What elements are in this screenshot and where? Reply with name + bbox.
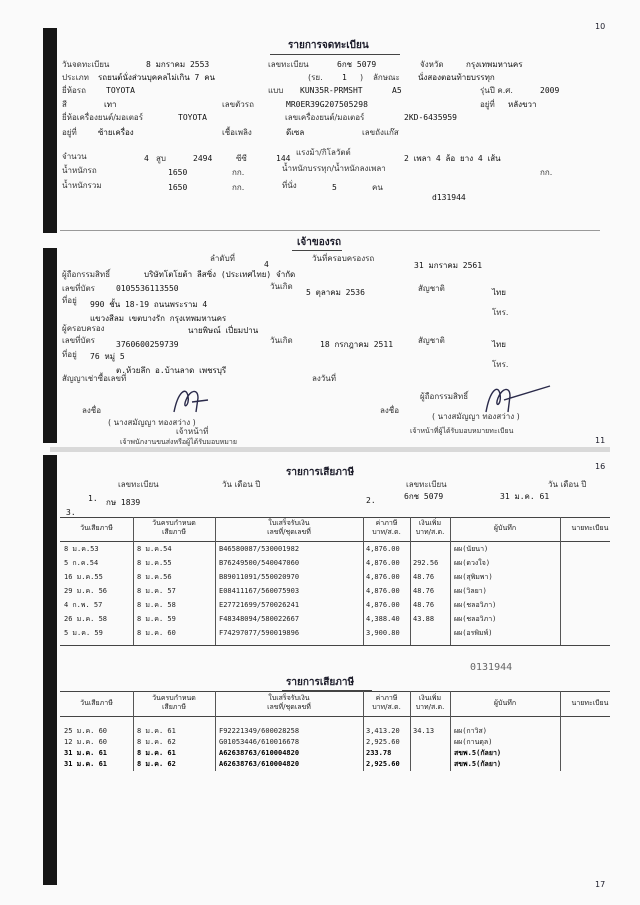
officer-title: เจ้าหน้าที่ xyxy=(176,427,209,436)
holder-addr2: แขวงสีลม เขตบางรัก กรุงเทพมหานคร xyxy=(90,314,227,323)
tax2-row-3-tax-amount: 233.78 xyxy=(366,749,392,757)
engine-brand-label: ยี่ห้อเครื่องยนต์/มอเตอร์ xyxy=(62,113,144,122)
type-label: ประเภท xyxy=(62,73,89,82)
tax1-row-3-receipt-no: B89011091/550020970 xyxy=(219,573,300,581)
tax1-row-3-due-date: 8 ม.ค.56 xyxy=(137,573,172,581)
tax1-row-2-tax-amount: 4,876.00 xyxy=(366,559,400,567)
tax1-row-3-tax-amount: 4,876.00 xyxy=(366,573,400,581)
tax2-header-paid: วันเสียภาษี xyxy=(80,699,113,707)
tax1-row-1-receipt-no: B46580087/530001982 xyxy=(219,545,300,553)
holder-id-label: เลขที่บัตร xyxy=(62,284,95,293)
reg-date: 8 มกราคม 2553 xyxy=(146,60,210,69)
tax2-title: รายการเสียภาษี xyxy=(286,677,355,688)
tax1-row3-no: 3. xyxy=(66,508,76,517)
tax2-row-1-due-date: 8 ม.ค. 61 xyxy=(137,727,176,735)
tax2-row-1-tax-amount: 3,413.20 xyxy=(366,727,400,735)
section-separator xyxy=(60,230,600,231)
engine-pos-label: อยู่ที่ xyxy=(62,128,77,137)
model-label: แบบ xyxy=(268,86,284,95)
engine-no-label: เลขเครื่องยนต์/มอเตอร์ xyxy=(285,113,365,122)
tax1-row-5-extra-amount: 48.76 xyxy=(413,601,435,609)
weight-label: น้ำหนักรถ xyxy=(62,166,97,175)
occupant-id-label: เลขที่บัตร xyxy=(62,336,95,345)
fuel: ดีเซล xyxy=(286,128,305,137)
tax2-row-4-receipt-no: A62638763/610004820 xyxy=(219,760,300,768)
owner-title: เจ้าของรถ xyxy=(297,237,342,248)
tax2-row-4-paid-date: 31 ม.ค. 61 xyxy=(64,760,108,768)
tax1-row-6-paid-date: 26 ม.ค. 58 xyxy=(64,615,108,623)
tax1-row-7-receipt-no: F74297077/590019896 xyxy=(219,629,300,637)
tax1-row-7-tax-amount: 3,900.80 xyxy=(366,629,400,637)
tax1-row-4-tax-amount: 4,876.00 xyxy=(366,587,400,595)
tax1-row2-no: 2. xyxy=(366,496,376,505)
tax2-row-2-paid-date: 12 ม.ค. 60 xyxy=(64,738,108,746)
page-number-bottom: 17 xyxy=(595,880,606,889)
occupant-addr3: 76 หมู่ 5 xyxy=(90,352,125,361)
tax1-row-1-due-date: 8 ม.ค.54 xyxy=(137,545,172,553)
holder-label: ผู้ถือกรรมสิทธิ์ xyxy=(62,270,111,279)
tax1-row1-no: 1. xyxy=(88,494,98,503)
cc: 2494 xyxy=(193,154,213,163)
tax1-row-5-tax-amount: 4,876.00 xyxy=(366,601,400,609)
engine-no: 2KD-6435959 xyxy=(404,113,457,122)
occupant-birth-label: วันเกิด xyxy=(270,336,293,345)
tax2-header-receipt: ใบเสร็จรับเงิน เลขที่/ชุดเลขที่ xyxy=(267,694,311,711)
tax1-header-tax: ค่าภาษี บาท/ส.ต. xyxy=(372,519,401,536)
owner-possess: 31 มกราคม 2561 xyxy=(414,261,483,270)
tax1-plate-label2: เลขทะเบียน xyxy=(406,480,447,489)
tax1-row-2-receipt-no: B76249500/540047060 xyxy=(219,559,300,567)
tax2-row-4-recorder: สขพ.5(กัลยา) xyxy=(454,760,502,768)
holder: บริษัทโตโยต้า ลีสซิ่ง (ประเทศไทย) จำกัด xyxy=(144,270,296,279)
cc-unit: ซีซี xyxy=(236,154,247,163)
brand-label: ยี่ห้อรถ xyxy=(62,86,86,95)
holder-addr1: 990 ชั้น 18-19 ถนนพระราม 4 xyxy=(90,300,208,309)
tax2-row-4-tax-amount: 2,925.60 xyxy=(366,760,400,768)
tax1-row-1-recorder: ผผ(นัยนา) xyxy=(454,545,489,553)
tax1-row2-plate: 6กช 5079 xyxy=(404,492,444,501)
tax1-row-6-recorder: ผผ(ชลอวิภา) xyxy=(454,615,497,623)
occupant: นายพิษณ์ เปี่ยมปาน xyxy=(188,326,259,335)
plate: 6กช 5079 xyxy=(337,60,377,69)
tax2-row-1-paid-date: 25 ม.ค. 60 xyxy=(64,727,108,735)
tax1-header-paid: วันเสียภาษี xyxy=(80,524,113,532)
tax1-row-3-paid-date: 16 ม.ค.55 xyxy=(64,573,103,581)
tax1-col-line-6 xyxy=(560,517,561,645)
axle: 2 เพลา 4 ล้อ ยาง 4 เส้น xyxy=(404,154,501,163)
tax1-header-extra: เงินเพิ่ม บาท/ส.ต. xyxy=(415,519,445,536)
occupant-nat: ไทย xyxy=(492,340,506,349)
tax2-header-due: วันครบกำหนด เสียภาษี xyxy=(152,694,196,711)
tax1-row-7-due-date: 8 ม.ค. 60 xyxy=(137,629,176,637)
color-label: สี xyxy=(62,100,67,109)
gas-label: เลขถังแก๊ส xyxy=(362,128,399,137)
load-label: น้ำหนักบรรทุก/น้ำหนักลงเพลา xyxy=(282,164,386,173)
tax1-header-due: วันครบกำหนด เสียภาษี xyxy=(152,519,196,536)
gross-label: น้ำหนักรวม xyxy=(62,181,102,190)
occupant-label: ผู้ครอบครอง xyxy=(62,324,105,333)
tax1-row-6-due-date: 8 ม.ค. 59 xyxy=(137,615,176,623)
tax2-header-recorder: ผู้บันทึก xyxy=(493,699,517,707)
registration-title: รายการจดทะเบียน xyxy=(288,40,369,51)
model: KUN35R-PRMSHT xyxy=(300,86,363,95)
tax1-title: รายการเสียภาษี xyxy=(286,467,355,478)
occupant-nat-label: สัญชาติ xyxy=(418,336,445,345)
tax1-row-2-extra-amount: 292.56 xyxy=(413,559,439,567)
tax1-row-5-recorder: ผผ(ชลอวิภา) xyxy=(454,601,497,609)
tax1-row-1-paid-date: 8 ม.ค.53 xyxy=(64,545,99,553)
count: 4 xyxy=(144,154,149,163)
province-label: จังหวัด xyxy=(420,60,444,69)
chassis-pos: หลังขวา xyxy=(508,100,537,109)
brand: TOYOTA xyxy=(106,86,135,95)
occupant-addr4: ต.ห้วยลึก อ.บ้านลาด เพชรบุรี xyxy=(116,366,227,375)
tax1-table-header-bottom xyxy=(60,541,610,542)
holder-nat-label: สัญชาติ xyxy=(418,284,445,293)
tax2-row-3-due-date: 8 ม.ค. 61 xyxy=(137,749,176,757)
tax2-header-extra: เงินเพิ่ม บาท/ส.ต. xyxy=(415,694,445,711)
plate-label: เลขทะเบียน xyxy=(268,60,309,69)
weight: 1650 xyxy=(168,168,188,177)
model-suffix: A5 xyxy=(392,86,402,95)
fuel-label: เชื้อเพลิง xyxy=(222,128,252,137)
page-number-mid: 11 xyxy=(595,436,606,445)
tax1-plate-label: เลขทะเบียน xyxy=(118,480,159,489)
color: เทา xyxy=(104,100,117,109)
occupant-id: 3760600259739 xyxy=(116,340,179,349)
scan-edge-bar-bottom xyxy=(43,455,57,885)
tax1-header-registrar: นายทะเบียน xyxy=(571,524,609,532)
right-officer-name: ( นางสมัญญา ทองสว่าง ) xyxy=(432,412,520,421)
engine-pos: ซ้ายเครื่อง xyxy=(98,128,134,137)
tax1-row-4-recorder: ผผ(วิลยา) xyxy=(454,587,487,595)
tax1-row-6-extra-amount: 43.88 xyxy=(413,615,435,623)
owner-possess-label: วันที่ครอบครองรถ xyxy=(312,254,375,263)
tax1-table-bottom xyxy=(60,645,610,646)
tax1-row-5-paid-date: 4 ก.พ. 57 xyxy=(64,601,103,609)
right-officer-title: เจ้าหน้าที่ผู้ได้รับมอบหมายทะเบียน xyxy=(410,427,514,435)
tax1-footer-number: 0131944 xyxy=(470,662,513,673)
tax1-row1-plate: กษ 1839 xyxy=(106,498,141,507)
tax2-table-header-bottom xyxy=(60,716,610,717)
tax1-row-5-due-date: 8 ม.ค. 58 xyxy=(137,601,176,609)
tax1-date-label2: วัน เดือน ปี xyxy=(548,480,587,489)
chassis: MR0ER39G207505298 xyxy=(286,100,368,109)
tax1-col-line-5 xyxy=(450,517,451,645)
holder-birth: 5 ตุลาคม 2536 xyxy=(306,288,365,297)
occupant-birth: 18 กรกฎาคม 2511 xyxy=(320,340,394,349)
character-label: ลักษณะ xyxy=(373,73,400,82)
reg-date-label: วันจดทะเบียน xyxy=(62,60,110,69)
holder-birth-label: วันเกิด xyxy=(270,282,293,291)
tax2-row-2-tax-amount: 2,925.60 xyxy=(366,738,400,746)
doc-number: d131944 xyxy=(432,193,466,202)
load-unit: กก. xyxy=(540,168,553,177)
tax1-row-2-paid-date: 5 ก.ค.54 xyxy=(64,559,99,567)
owner-title-underline xyxy=(292,250,342,251)
holder-nat: ไทย xyxy=(492,288,506,297)
officer-name: ( นางสมัญญา ทองสว่าง ) xyxy=(108,418,196,427)
tax2-row-1-extra-amount: 34.13 xyxy=(413,727,435,735)
occupant-tel-label: โทร. xyxy=(492,360,509,369)
tax2-row-1-receipt-no: F92221349/600028258 xyxy=(219,727,300,735)
tax1-row-7-paid-date: 5 ม.ค. 59 xyxy=(64,629,103,637)
tax1-row-7-recorder: ผผ(อรพิมพ์) xyxy=(454,629,493,637)
contract-date-label: ลงวันที่ xyxy=(312,374,337,383)
tax2-row-3-receipt-no: A62638763/610004820 xyxy=(219,749,300,757)
tax1-row-4-paid-date: 29 ม.ค. 56 xyxy=(64,587,108,595)
tax1-row-2-due-date: 8 ม.ค.55 xyxy=(137,559,172,567)
gross-unit: กก. xyxy=(232,183,245,192)
tax1-header-recorder: ผู้บันทึก xyxy=(493,524,517,532)
rs-close: ) xyxy=(360,73,364,82)
tax1-table-top xyxy=(60,517,610,518)
year-label: รุ่นปี ค.ศ. xyxy=(480,86,513,95)
rs-value: 1 xyxy=(342,73,347,82)
character: นั่งสองตอนท้ายบรรทุก xyxy=(418,73,495,82)
holder-addr-label: ที่อยู่ xyxy=(62,296,77,305)
holder-id: 0105536113550 xyxy=(116,284,179,293)
tax2-row-3-paid-date: 31 ม.ค. 61 xyxy=(64,749,108,757)
officer-subtitle: เจ้าพนักงานขนส่งหรือผู้ได้รับมอบหมาย xyxy=(120,438,237,446)
occupant-addr-label: ที่อยู่ xyxy=(62,350,77,359)
sign-label-left: ลงชื่อ xyxy=(82,406,102,415)
tax1-row-6-receipt-no: F48348094/580022667 xyxy=(219,615,300,623)
tax2-row-1-recorder: ผผ(กาวิส) xyxy=(454,727,488,735)
page-number-top: 10 xyxy=(595,22,606,31)
engine-brand: TOYOTA xyxy=(178,113,207,122)
tax2-row-2-recorder: ผผ(กานดุล) xyxy=(454,738,493,746)
weight-unit: กก. xyxy=(232,168,245,177)
tax2-row-4-due-date: 8 ม.ค. 62 xyxy=(137,760,176,768)
tax2-header-registrar: นายทะเบียน xyxy=(571,699,609,707)
hp: 144 xyxy=(276,154,291,163)
tax1-row-3-extra-amount: 48.76 xyxy=(413,573,435,581)
scan-edge-bar-top xyxy=(43,28,57,233)
holder-tel-label: โทร. xyxy=(492,308,509,317)
tax1-row-4-due-date: 8 ม.ค. 57 xyxy=(137,587,176,595)
owner-order: 4 xyxy=(264,260,269,269)
page-number-mid2: 16 xyxy=(595,462,606,471)
seats-label: ที่นั่ง xyxy=(282,181,297,190)
owner-order-label: ลำดับที่ xyxy=(210,254,235,263)
chassis-pos-label: อยู่ที่ xyxy=(480,100,495,109)
tax2-row-3-recorder: สขพ.5(กัลยา) xyxy=(454,749,502,757)
tax1-header-receipt: ใบเสร็จรับเงิน เลขที่/ชุดเลขที่ xyxy=(267,519,311,536)
tax2-header-tax: ค่าภาษี บาท/ส.ต. xyxy=(372,694,401,711)
tax2-row-2-due-date: 8 ม.ค. 62 xyxy=(137,738,176,746)
tax1-row2-date: 31 ม.ค. 61 xyxy=(500,492,550,501)
tax1-row-3-recorder: ผผ(สุพิมพา) xyxy=(454,573,493,581)
tax2-row-2-receipt-no: G01053446/610016678 xyxy=(219,738,300,746)
gross: 1650 xyxy=(168,183,188,192)
tax1-row-4-extra-amount: 48.76 xyxy=(413,587,435,595)
tax1-row-6-tax-amount: 4,388.40 xyxy=(366,615,400,623)
tax1-row-1-tax-amount: 4,876.00 xyxy=(366,545,400,553)
tax1-date-label: วัน เดือน ปี xyxy=(222,480,261,489)
seats: 5 xyxy=(332,183,337,192)
type: รถยนต์นั่งส่วนบุคคลไม่เกิน 7 คน xyxy=(98,73,216,82)
tax1-row-2-recorder: ผผ(ดวงใจ) xyxy=(454,559,491,567)
registration-title-underline xyxy=(270,54,400,55)
province: กรุงเทพมหานคร xyxy=(466,60,523,69)
tax2-table-top xyxy=(60,691,610,692)
signature-officer xyxy=(168,382,218,418)
scan-edge-bar-middle xyxy=(43,248,57,443)
contract-label: สัญญาเช่าซื้อเลขที่ xyxy=(62,374,127,383)
rs-label: (รย. xyxy=(308,73,323,82)
year: 2009 xyxy=(540,86,560,95)
scan-gray-band xyxy=(50,447,610,452)
sign-label-right: ลงชื่อ xyxy=(380,406,400,415)
hp-label: แรงม้า/กิโลวัตต์ xyxy=(296,148,351,157)
count-unit: สูบ xyxy=(156,154,166,163)
tax1-row-4-receipt-no: E08411167/560075903 xyxy=(219,587,300,595)
chassis-label: เลขตัวรถ xyxy=(222,100,254,109)
seats-unit: คน xyxy=(372,183,383,192)
count-label: จำนวน xyxy=(62,152,87,161)
holder-sig-label: ผู้ถือกรรมสิทธิ์ xyxy=(420,392,469,401)
tax1-row-5-receipt-no: E27721699/570026241 xyxy=(219,601,300,609)
